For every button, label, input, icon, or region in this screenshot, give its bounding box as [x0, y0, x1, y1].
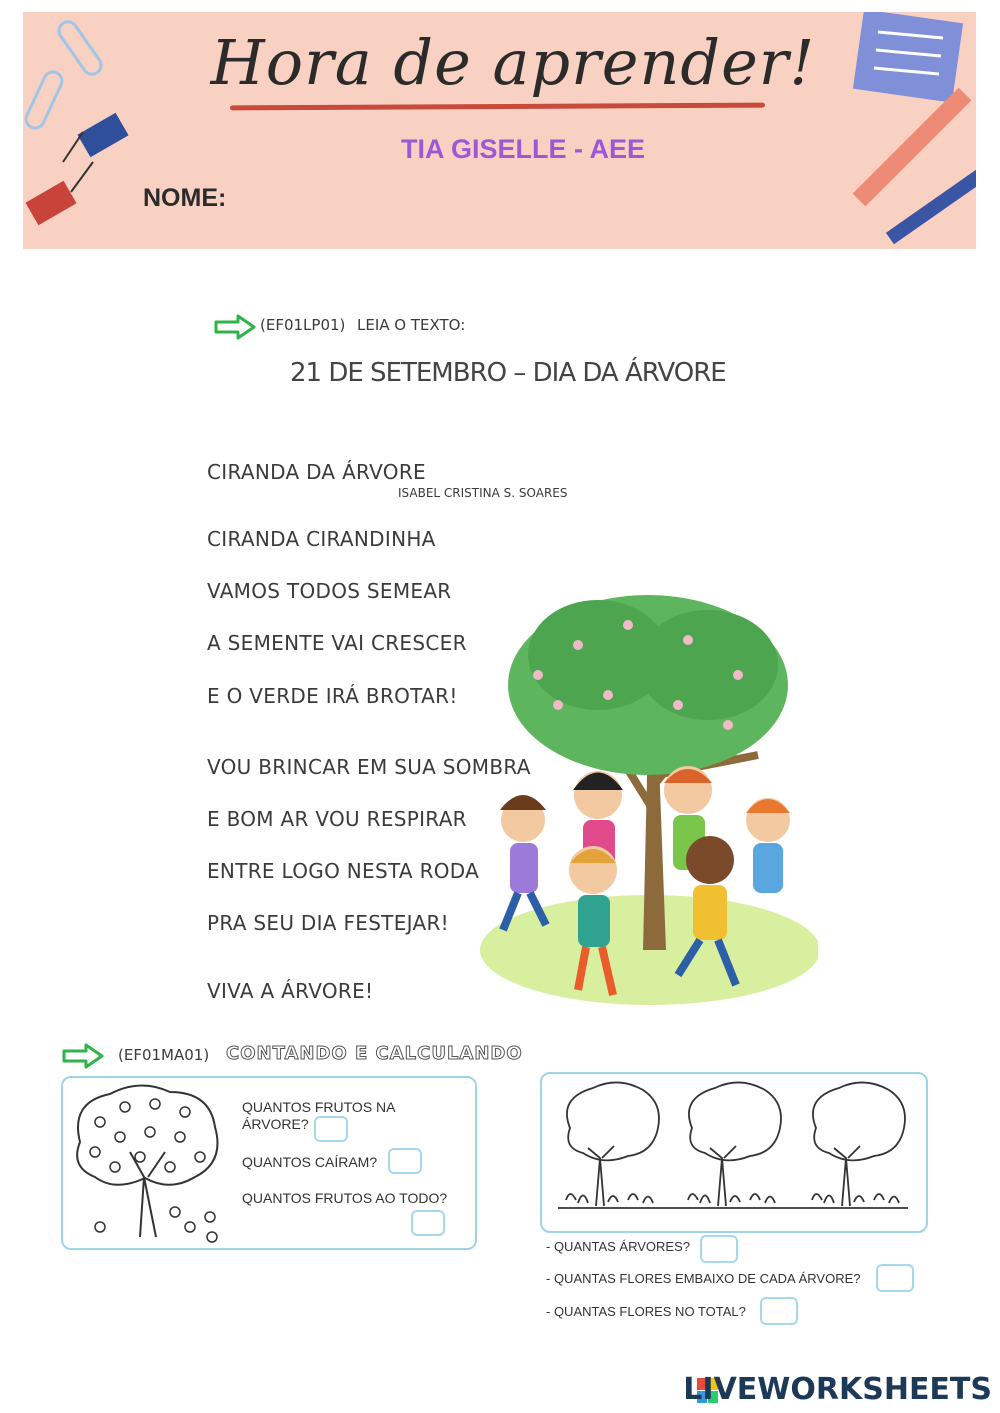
question-total-flowers: - QUANTAS FLORES NO TOTAL?	[546, 1304, 746, 1319]
poem-line: PRA SEU DIA FESTEJAR!	[207, 911, 449, 935]
poem-line: E O VERDE IRÁ BROTAR!	[207, 684, 458, 708]
tree-children-illustration	[478, 585, 818, 1010]
answer-total-fruits[interactable]	[411, 1210, 445, 1236]
answer-fruits-on-tree[interactable]	[314, 1116, 348, 1142]
answer-total-flowers[interactable]	[760, 1297, 798, 1325]
arrow-right-icon	[62, 1043, 104, 1069]
reading-instruction: LEIA O TEXTO:	[357, 316, 466, 334]
question-line: ÁRVORE?	[242, 1116, 309, 1132]
reading-code: (EF01LP01)	[260, 316, 346, 334]
answer-fallen-fruits[interactable]	[388, 1148, 422, 1174]
poem-line: A SEMENTE VAI CRESCER	[207, 631, 467, 655]
liveworksheets-brand: LIVEWORKSHEETS	[683, 1372, 992, 1407]
math-code: (EF01MA01)	[118, 1046, 210, 1064]
question-line: QUANTOS FRUTOS NA	[242, 1099, 396, 1115]
answer-flowers-per-tree[interactable]	[876, 1264, 914, 1292]
question-flowers-per-tree: - QUANTAS FLORES EMBAIXO DE CADA ÁRVORE?	[546, 1271, 861, 1286]
poem-title: CIRANDA DA ÁRVORE	[207, 460, 426, 484]
poem-author: ISABEL CRISTINA S. SOARES	[398, 486, 568, 500]
answer-how-many-trees[interactable]	[700, 1235, 738, 1263]
poem-line: E BOM AR VOU RESPIRAR	[207, 807, 467, 831]
poem-line: VOU BRINCAR EM SUA SOMBRA	[207, 755, 531, 779]
name-label: NOME:	[143, 184, 227, 212]
page-title: Hora de aprender!	[210, 26, 816, 99]
notepad-icon	[853, 12, 963, 103]
poem-line: CIRANDA CIRANDINHA	[207, 527, 436, 551]
teacher-subtitle: TIA GISELLE - AEE	[400, 134, 645, 164]
pencil-icon	[853, 88, 976, 245]
question-how-many-trees: - QUANTAS ÁRVORES?	[546, 1239, 690, 1254]
arrow-right-icon	[214, 314, 256, 340]
question-fallen-fruits: QUANTOS CAÍRAM?	[242, 1154, 378, 1170]
header-banner	[23, 12, 976, 249]
three-trees-drawing	[548, 1078, 918, 1226]
story-heading: 21 DE SETEMBRO – DIA DA ÁRVORE	[290, 358, 726, 388]
paperclip-icon	[23, 18, 104, 131]
poem-line: VIVA A ÁRVORE!	[207, 979, 374, 1003]
fruit-tree-drawing	[70, 1082, 230, 1244]
binder-clip-icon	[25, 113, 128, 226]
question-total-fruits: QUANTOS FRUTOS AO TODO?	[242, 1190, 448, 1206]
poem-line: ENTRE LOGO NESTA RODA	[207, 859, 480, 883]
poem-line: VAMOS TODOS SEMEAR	[207, 579, 452, 603]
math-title: CONTANDO E CALCULANDO	[226, 1043, 523, 1064]
